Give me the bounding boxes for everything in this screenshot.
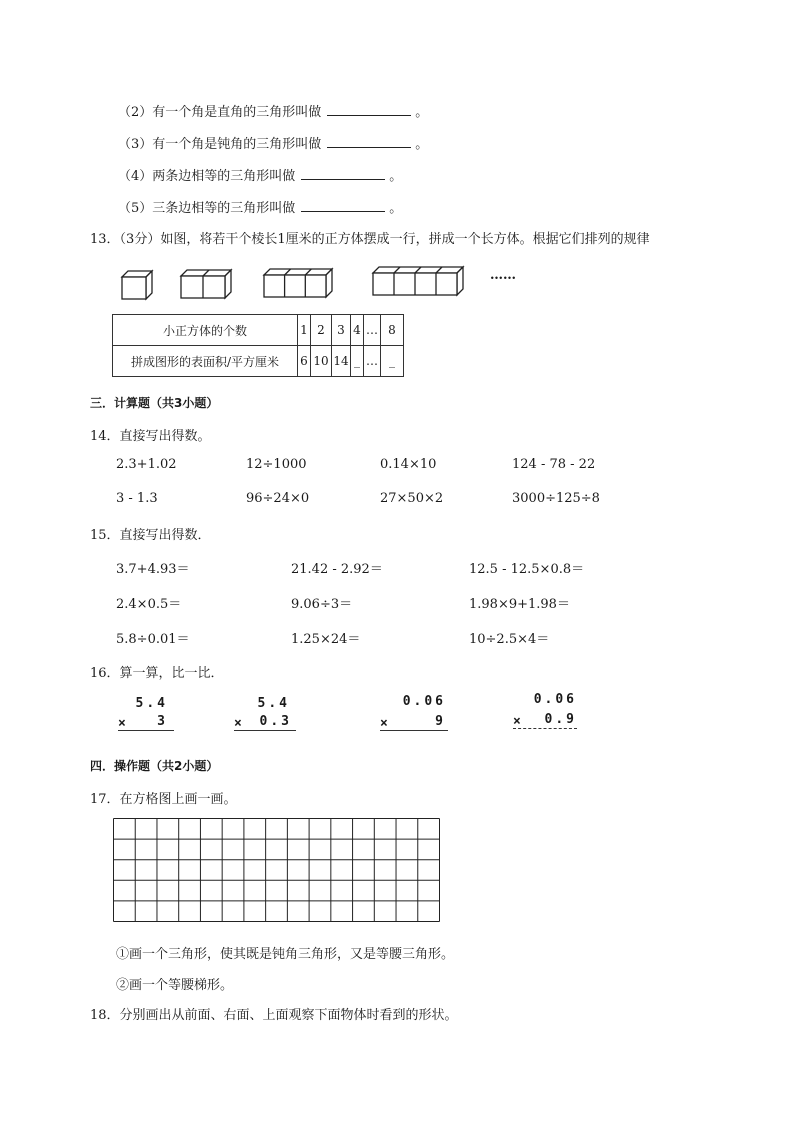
vertical-multiplication — [118, 696, 174, 736]
q15-expr: 5.8÷0.01＝ — [116, 632, 190, 647]
table-cell: 10 — [311, 346, 332, 377]
answer-cell[interactable]: _ — [351, 346, 364, 377]
section-heading: 四．操作题（共2小题） — [90, 759, 219, 773]
table-cell: 14 — [332, 346, 351, 377]
answer-line — [380, 730, 448, 731]
q12-item-3 — [118, 133, 428, 152]
multiplier: 0.9 — [544, 712, 577, 727]
q15-expr: 12.5 - 12.5×0.8＝ — [469, 562, 585, 577]
times-sign: × — [380, 716, 388, 731]
row-label: 小正方体的个数 — [113, 315, 298, 346]
table-cell: … — [364, 315, 381, 346]
q15-expr: 3.7+4.93＝ — [116, 562, 190, 577]
q18-title: 18．分别画出从前面、右面、上面观察下面物体时看到的形状。 — [90, 1008, 458, 1023]
cube-table — [112, 314, 404, 377]
period: 。 — [389, 201, 403, 216]
square-grid[interactable] — [113, 818, 440, 922]
q12-item-4 — [118, 165, 402, 184]
answer-blank[interactable] — [327, 135, 411, 148]
period: 。 — [415, 105, 429, 120]
q12-item-2 — [118, 101, 428, 120]
q17-title: 17．在方格图上画一画。 — [90, 792, 237, 807]
table-row — [113, 315, 404, 346]
cube-1-icon — [120, 268, 154, 302]
q15-expr: 2.4×0.5＝ — [116, 597, 182, 612]
table-cell: 6 — [298, 346, 311, 377]
answer-blank[interactable] — [301, 199, 385, 212]
vertical-multiplication — [380, 694, 448, 736]
times-sign: × — [234, 716, 242, 731]
table-cell: 4 — [351, 315, 364, 346]
multiplicand: 5.4 — [257, 696, 290, 711]
period: 。 — [389, 169, 403, 184]
q12-item-text: （5）三条边相等的三角形叫做 — [118, 201, 296, 216]
q13-text: 13．（3分）如图，将若干个棱长1厘米的正方体摆成一行，拼成一个长方体。根据它们排列的规律 — [90, 232, 650, 247]
times-sign: × — [513, 714, 521, 729]
cube-3-icon — [262, 266, 334, 300]
table-cell: 8 — [381, 315, 404, 346]
table-row — [113, 346, 404, 377]
q14-expr: 3000÷125÷8 — [512, 491, 600, 506]
q14-title: 14．直接写出得数。 — [90, 429, 211, 444]
table-cell: 2 — [311, 315, 332, 346]
times-sign: × — [118, 716, 126, 731]
q15-title: 15．直接写出得数． — [90, 528, 211, 543]
answer-cell[interactable]: _ — [381, 346, 404, 377]
vertical-multiplication — [513, 692, 577, 734]
answer-blank[interactable] — [327, 103, 411, 116]
q14-expr: 96÷24×0 — [246, 491, 310, 506]
answer-line — [118, 730, 174, 731]
q12-item-5 — [118, 197, 402, 216]
q15-expr: 21.42 - 2.92＝ — [291, 562, 383, 577]
answer-blank[interactable] — [301, 167, 385, 180]
multiplier: 0.3 — [259, 714, 292, 729]
q17-task-1: ①画一个三角形，使其既是钝角三角形，又是等腰三角形。 — [116, 947, 455, 962]
q16-title: 16．算一算，比一比． — [90, 666, 224, 681]
answer-line — [513, 728, 577, 729]
q15-expr: 1.25×24＝ — [291, 632, 361, 647]
multiplier: 3 — [157, 714, 168, 729]
multiplier: 9 — [435, 714, 446, 729]
q15-expr: 1.98×9+1.98＝ — [469, 597, 570, 612]
q12-item-text: （2）有一个角是直角的三角形叫做 — [118, 105, 322, 120]
q14-expr: 3 - 1.3 — [116, 491, 158, 506]
table-cell: 3 — [332, 315, 351, 346]
multiplicand: 5.4 — [135, 696, 168, 711]
cube-4-icon — [371, 264, 465, 298]
vertical-multiplication — [234, 696, 296, 736]
q14-expr: 124 - 78 - 22 — [512, 457, 596, 472]
q17-task-2: ②画一个等腰梯形。 — [116, 978, 234, 993]
cube-ellipsis: …… — [490, 268, 516, 283]
multiplicand: 0.06 — [402, 694, 446, 709]
q14-expr: 0.14×10 — [380, 457, 437, 472]
q12-item-text: （3）有一个角是钝角的三角形叫做 — [118, 137, 322, 152]
q14-expr: 2.3+1.02 — [116, 457, 177, 472]
answer-line — [234, 730, 296, 731]
q14-expr: 27×50×2 — [380, 491, 444, 506]
row-label: 拼成图形的表面积/平方厘米 — [113, 346, 298, 377]
q15-expr: 10÷2.5×4＝ — [469, 632, 550, 647]
q14-expr: 12÷1000 — [246, 457, 307, 472]
table-cell: 1 — [298, 315, 311, 346]
period: 。 — [415, 137, 429, 152]
q15-expr: 9.06÷3＝ — [291, 597, 353, 612]
multiplicand: 0.06 — [533, 692, 577, 707]
section-heading: 三．计算题（共3小题） — [90, 396, 219, 410]
q12-item-text: （4）两条边相等的三角形叫做 — [118, 169, 296, 184]
cube-2-icon — [179, 267, 233, 301]
table-cell: … — [364, 346, 381, 377]
